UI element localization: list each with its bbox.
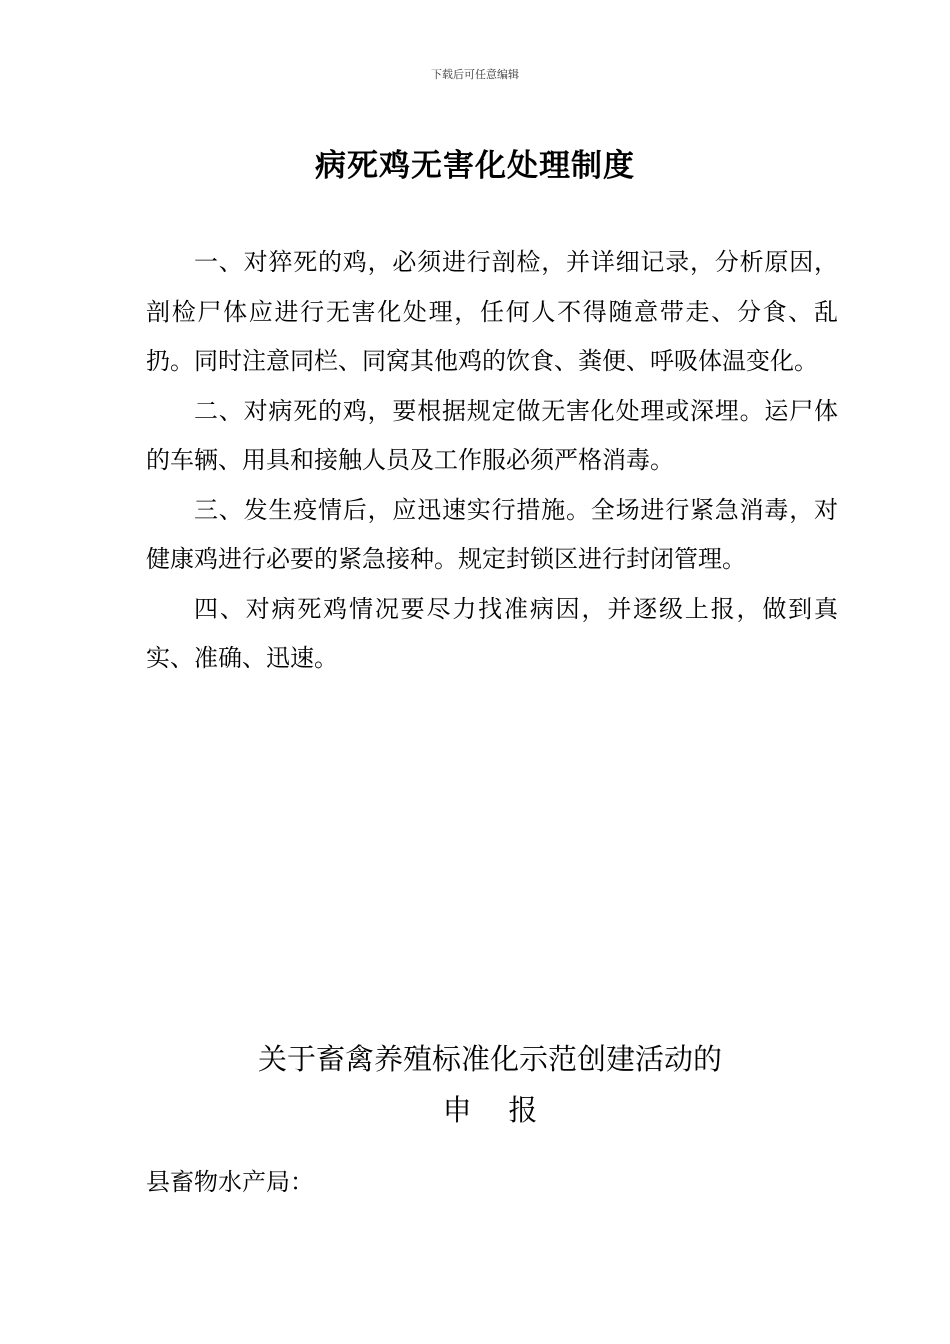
paragraph-3: 三、发生疫情后，应迅速实行措施。全场进行紧急消毒，对健康鸡进行必要的紧急接种。规定封锁区进行封闭管理。 [146,495,838,573]
paragraph-1: 一、对猝死的鸡，必须进行剖检，并详细记录，分析原因，剖检尸体应进行无害化处理，任何人不得随意带走、分食、乱扔。同时注意同栏、同窝其他鸡的饮食、粪便、呼吸体温变化。 [146,248,838,375]
header-note: 下载后可任意编辑 [431,68,519,81]
document-body [146,238,838,684]
paragraph-4: 四、对病死鸡情况要尽力找准病因，并逐级上报，做到真实、准确、迅速。 [146,594,838,672]
addressee: 县畜物水产局： [146,1168,314,1196]
paragraph-2: 二、对病死的鸡，要根据规定做无害化处理或深埋。运尸体的车辆、用具和接触人员及工作服必须严格消毒。 [146,396,838,474]
document-title: 病死鸡无害化处理制度 [315,148,635,184]
second-document-subtitle: 申 报 [442,1093,538,1127]
second-document-title: 关于畜禽养殖标准化示范创建活动的 [257,1042,722,1076]
